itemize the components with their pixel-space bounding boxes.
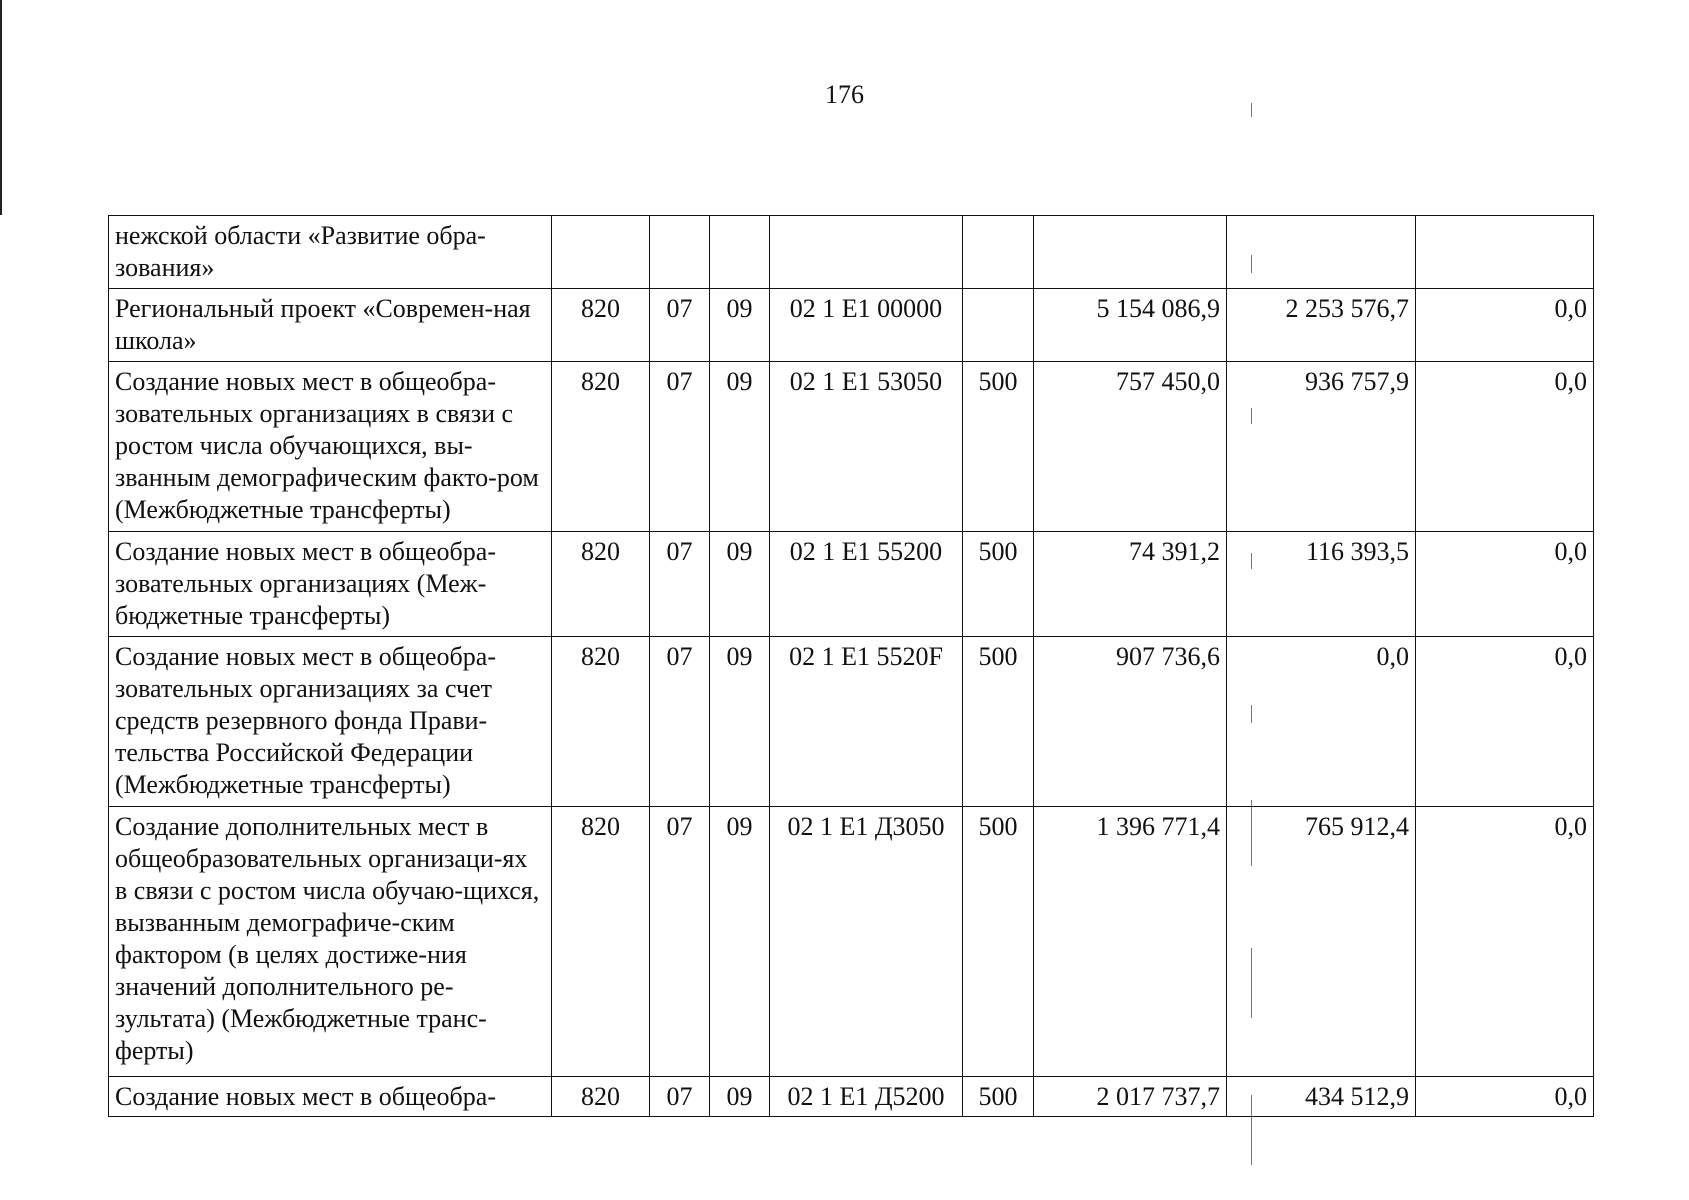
- amount-year-3: 0,0: [1416, 807, 1594, 1077]
- table-row: [109, 637, 1594, 807]
- row-name: Создание новых мест в общеобра-зовательных организациях (Меж-бюджетные трансферты): [109, 532, 552, 637]
- table-row: [109, 807, 1594, 1077]
- amount-year-2: 116 393,5: [1227, 532, 1416, 637]
- amount-year-3: 0,0: [1416, 289, 1594, 362]
- row-name: Создание новых мест в общеобра-: [109, 1077, 552, 1117]
- subsection-code: 09: [710, 637, 770, 807]
- ministry-code: 820: [552, 532, 650, 637]
- amount-year-2: 434 512,9: [1227, 1077, 1416, 1117]
- amount-year-3: 0,0: [1416, 637, 1594, 807]
- target-article-code: 02 1 E1 5520F: [770, 637, 963, 807]
- amount-year-1: 1 396 771,4: [1034, 807, 1227, 1077]
- ministry-code: 820: [552, 362, 650, 532]
- subsection-code: 09: [710, 532, 770, 637]
- section-code: 07: [650, 637, 710, 807]
- table-row: [109, 216, 1594, 289]
- expense-type-code: 500: [963, 532, 1034, 637]
- subsection-code: 09: [710, 1077, 770, 1117]
- amount-year-3: 0,0: [1416, 532, 1594, 637]
- section-code: [650, 216, 710, 289]
- section-code: 07: [650, 362, 710, 532]
- subsection-code: 09: [710, 807, 770, 1077]
- row-name: нежской области «Развитие обра-зования»: [109, 216, 552, 289]
- amount-year-3: 0,0: [1416, 1077, 1594, 1117]
- amount-year-1: [1034, 216, 1227, 289]
- scan-artifact: [1251, 103, 1252, 117]
- expense-type-code: 500: [963, 1077, 1034, 1117]
- subsection-code: 09: [710, 362, 770, 532]
- section-code: 07: [650, 1077, 710, 1117]
- amount-year-1: 5 154 086,9: [1034, 289, 1227, 362]
- expense-type-code: 500: [963, 637, 1034, 807]
- amount-year-2: 765 912,4: [1227, 807, 1416, 1077]
- row-name: Создание новых мест в общеобра-зовательных организациях за счет средств резервного фонда Прави-тельства Российской Федерации (Межбюджетные трансферты): [109, 637, 552, 807]
- amount-year-3: [1416, 216, 1594, 289]
- section-code: 07: [650, 532, 710, 637]
- row-name: Создание дополнительных мест в общеобразовательных организаци-ях в связи с ростом числа обучаю-щихся, вызванным демографиче-ским фактором (в целях достиже-ния значений дополнительного ре-зультата) (Межбюджетные транс-ферты): [109, 807, 552, 1077]
- table-row: [109, 362, 1594, 532]
- amount-year-2: [1227, 216, 1416, 289]
- target-article-code: 02 1 E1 Д3050: [770, 807, 963, 1077]
- amount-year-1: 2 017 737,7: [1034, 1077, 1227, 1117]
- expense-type-code: [963, 216, 1034, 289]
- row-name: Создание новых мест в общеобра-зовательных организациях в связи с ростом числа обучающихся, вы-званным демографическим факто-ром (Межбюджетные трансферты): [109, 362, 552, 532]
- section-code: 07: [650, 289, 710, 362]
- budget-table: [108, 215, 1594, 1117]
- target-article-code: 02 1 E1 Д5200: [770, 1077, 963, 1117]
- target-article-code: 02 1 E1 55200: [770, 532, 963, 637]
- expense-type-code: [963, 289, 1034, 362]
- table-row: [109, 1077, 1594, 1117]
- ministry-code: [552, 216, 650, 289]
- ministry-code: 820: [552, 1077, 650, 1117]
- page-number: 176: [825, 80, 864, 109]
- target-article-code: [770, 216, 963, 289]
- target-article-code: 02 1 E1 53050: [770, 362, 963, 532]
- amount-year-2: 2 253 576,7: [1227, 289, 1416, 362]
- expense-type-code: 500: [963, 362, 1034, 532]
- amount-year-2: 936 757,9: [1227, 362, 1416, 532]
- section-code: 07: [650, 807, 710, 1077]
- ministry-code: 820: [552, 637, 650, 807]
- subsection-code: 09: [710, 289, 770, 362]
- table-row: [109, 289, 1594, 362]
- subsection-code: [710, 216, 770, 289]
- amount-year-1: 74 391,2: [1034, 532, 1227, 637]
- target-article-code: 02 1 E1 00000: [770, 289, 963, 362]
- ministry-code: 820: [552, 807, 650, 1077]
- expense-type-code: 500: [963, 807, 1034, 1077]
- amount-year-1: 907 736,6: [1034, 637, 1227, 807]
- ministry-code: 820: [552, 289, 650, 362]
- table-row: [109, 532, 1594, 637]
- amount-year-1: 757 450,0: [1034, 362, 1227, 532]
- row-name: Региональный проект «Современ-ная школа»: [109, 289, 552, 362]
- amount-year-2: 0,0: [1227, 637, 1416, 807]
- amount-year-3: 0,0: [1416, 362, 1594, 532]
